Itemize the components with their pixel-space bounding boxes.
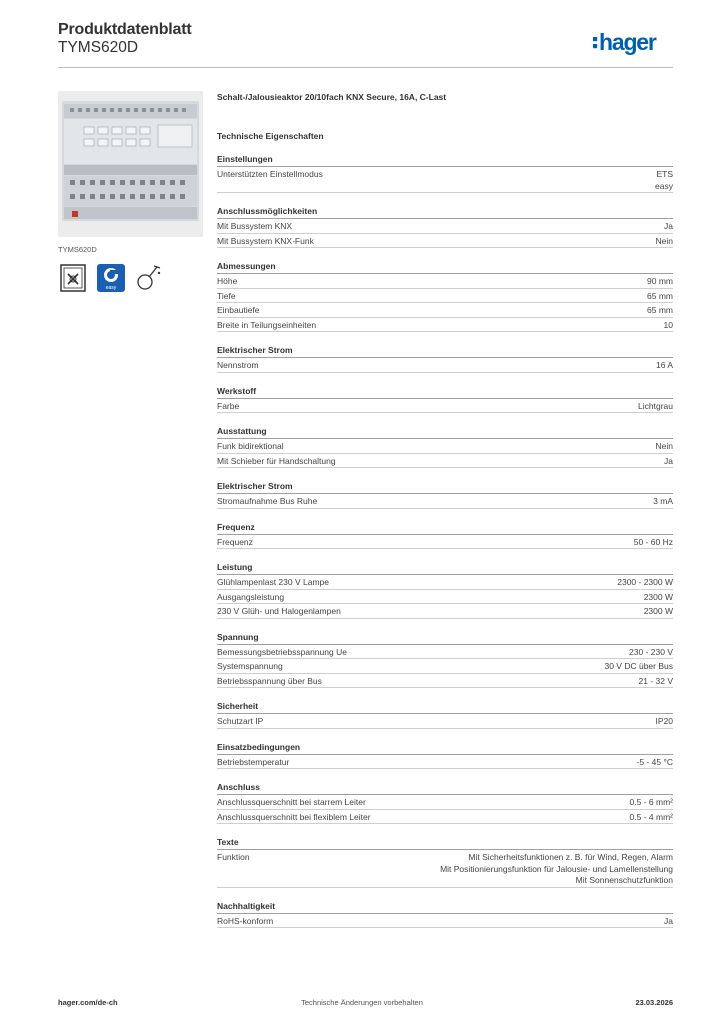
property-label: Anschlussquerschnitt bei flexiblem Leiter bbox=[217, 811, 371, 822]
svg-text:easy: easy bbox=[105, 285, 117, 291]
property-value bbox=[440, 852, 673, 887]
property-label: Glühlampenlast 230 V Lampe bbox=[217, 577, 329, 587]
property-value bbox=[655, 169, 673, 192]
property-value bbox=[638, 401, 673, 413]
property-row bbox=[217, 494, 673, 509]
property-value-line: Ja bbox=[664, 915, 673, 926]
footer-website-link[interactable]: hager.com/de-ch bbox=[58, 998, 118, 1007]
property-value-line: IP20 bbox=[655, 716, 673, 726]
property-row bbox=[217, 914, 673, 929]
property-value-line: 16 A bbox=[655, 360, 673, 370]
property-label: Betriebsspannung über Bus bbox=[217, 675, 322, 686]
property-row bbox=[217, 645, 673, 660]
property-group bbox=[217, 154, 673, 193]
header-divider bbox=[58, 67, 673, 68]
property-value-line: 10 bbox=[663, 319, 673, 330]
property-label: Breite in Teilungseinheiten bbox=[217, 319, 317, 330]
property-value bbox=[634, 537, 673, 549]
svg-text:hager: hager bbox=[599, 29, 656, 55]
group-title: Anschluss bbox=[217, 782, 673, 795]
property-label: Nennstrom bbox=[217, 360, 259, 370]
product-code: TYMS620D bbox=[58, 39, 139, 56]
section-title: Technische Eigenschaften bbox=[217, 131, 324, 141]
property-label: Schutzart IP bbox=[217, 716, 264, 726]
technical-properties bbox=[217, 91, 673, 941]
property-value bbox=[656, 360, 673, 372]
property-value-line: Mit Sonnenschutzfunktion bbox=[575, 875, 673, 885]
bell-switch-icon bbox=[134, 263, 164, 293]
group-title: Texte bbox=[217, 837, 673, 850]
property-value bbox=[656, 441, 673, 453]
property-value bbox=[656, 716, 674, 728]
property-label: 230 V Glüh- und Halogenlampen bbox=[217, 606, 341, 616]
property-label: Bemessungsbetriebsspannung Ue bbox=[217, 646, 347, 657]
property-value bbox=[664, 320, 673, 332]
property-value-line: Nein bbox=[655, 441, 673, 451]
page-title: Produktdatenblatt bbox=[58, 21, 192, 38]
property-label: Tiefe bbox=[217, 290, 236, 301]
property-row bbox=[217, 358, 673, 373]
property-row bbox=[217, 318, 673, 333]
property-row bbox=[217, 659, 673, 674]
property-value-line: 2300 W bbox=[643, 606, 673, 616]
hager-logo bbox=[593, 28, 673, 58]
property-label: Mit Bussystem KNX bbox=[217, 221, 293, 231]
property-value-line: 65 mm bbox=[647, 290, 673, 301]
property-row bbox=[217, 234, 673, 249]
property-value-line: Nein bbox=[655, 235, 673, 246]
property-group bbox=[217, 522, 673, 550]
footer-disclaimer: Technische Änderungen vorbehalten bbox=[301, 998, 423, 1007]
property-label: Einbautiefe bbox=[217, 305, 260, 315]
property-row bbox=[217, 167, 673, 193]
property-value-line: Mit Positionierungsfunktion für Jalousie- und Lamellenstellung bbox=[440, 863, 673, 874]
property-value bbox=[639, 676, 674, 688]
property-group bbox=[217, 261, 673, 332]
property-value-line: 2300 W bbox=[643, 591, 673, 602]
property-value bbox=[644, 592, 673, 604]
property-row bbox=[217, 289, 673, 304]
property-row bbox=[217, 399, 673, 414]
group-title: Abmessungen bbox=[217, 261, 673, 274]
property-value-line: 90 mm bbox=[647, 276, 673, 286]
property-label: Mit Bussystem KNX-Funk bbox=[217, 235, 314, 246]
property-label: Farbe bbox=[217, 400, 240, 411]
property-value-line: Ja bbox=[664, 221, 673, 231]
property-group bbox=[217, 426, 673, 468]
group-title: Frequenz bbox=[217, 522, 673, 535]
group-title: Werkstoff bbox=[217, 386, 673, 399]
group-title: Elektrischer Strom bbox=[217, 345, 673, 358]
property-row bbox=[217, 674, 673, 689]
group-title: Anschlussmöglichkeiten bbox=[217, 206, 673, 219]
property-value bbox=[664, 916, 673, 928]
property-label: Anschlussquerschnitt bei starrem Leiter bbox=[217, 797, 366, 807]
property-value bbox=[630, 812, 673, 824]
property-group bbox=[217, 481, 673, 509]
property-label: RoHS-konform bbox=[217, 915, 274, 926]
property-row bbox=[217, 755, 673, 770]
group-title: Elektrischer Strom bbox=[217, 481, 673, 494]
footer-date: 23.03.2026 bbox=[635, 998, 673, 1007]
property-group bbox=[217, 562, 673, 619]
group-title: Nachhaltigkeit bbox=[217, 901, 673, 914]
property-value-line: Lichtgrau bbox=[638, 400, 673, 411]
property-value bbox=[647, 305, 673, 317]
group-title: Sicherheit bbox=[217, 701, 673, 714]
group-title: Spannung bbox=[217, 632, 673, 645]
property-value bbox=[630, 797, 673, 809]
property-value-line: 65 mm bbox=[647, 305, 673, 315]
property-label: Stromaufnahme Bus Ruhe bbox=[217, 496, 318, 506]
property-value-line: ETS bbox=[656, 169, 673, 179]
group-title: Ausstattung bbox=[217, 426, 673, 439]
property-value bbox=[629, 647, 673, 659]
property-row bbox=[217, 714, 673, 729]
property-label: Ausgangsleistung bbox=[217, 591, 285, 602]
property-value-line: -5 - 45 °C bbox=[636, 756, 673, 767]
property-row bbox=[217, 604, 673, 619]
property-value-line: Mit Sicherheitsfunktionen z. B. für Wind, Regen, Alarm bbox=[468, 852, 673, 862]
product-image-caption: TYMS620D bbox=[58, 245, 97, 254]
energy-label-icon bbox=[96, 263, 126, 293]
property-group bbox=[217, 345, 673, 373]
group-title: Einsatzbedingungen bbox=[217, 742, 673, 755]
property-label: Betriebstemperatur bbox=[217, 756, 290, 767]
property-value bbox=[604, 661, 673, 673]
group-title: Leistung bbox=[217, 562, 673, 575]
product-name: Schalt-/Jalousieaktor 20/10fach KNX Secure, 16A, C-Last bbox=[217, 92, 447, 102]
property-row bbox=[217, 590, 673, 605]
property-groups bbox=[217, 154, 673, 928]
property-group bbox=[217, 901, 673, 929]
property-row bbox=[217, 274, 673, 289]
property-value-line: 21 - 32 V bbox=[638, 675, 673, 686]
certification-icons bbox=[58, 263, 164, 295]
property-value-line: 50 - 60 Hz bbox=[633, 536, 673, 547]
group-title: Einstellungen bbox=[217, 154, 673, 167]
property-row bbox=[217, 575, 673, 590]
property-row bbox=[217, 303, 673, 318]
property-value bbox=[664, 456, 673, 468]
property-row bbox=[217, 439, 673, 454]
property-group bbox=[217, 386, 673, 414]
property-value bbox=[664, 221, 673, 233]
property-group bbox=[217, 701, 673, 729]
property-label: Mit Schieber für Handschaltung bbox=[217, 455, 336, 466]
property-value-line: Ja bbox=[664, 455, 673, 466]
property-label: Höhe bbox=[217, 276, 238, 286]
property-group bbox=[217, 206, 673, 248]
property-value bbox=[637, 757, 673, 769]
property-value bbox=[647, 276, 673, 288]
property-value bbox=[656, 236, 673, 248]
property-group bbox=[217, 782, 673, 824]
property-value-line: 30 V DC über Bus bbox=[604, 661, 673, 671]
property-row bbox=[217, 850, 673, 888]
property-group bbox=[217, 632, 673, 689]
property-group bbox=[217, 837, 673, 888]
property-value-line: 0.5 - 6 mm² bbox=[629, 797, 673, 807]
property-value bbox=[653, 496, 673, 508]
property-row bbox=[217, 795, 673, 810]
property-value-line: 3 mA bbox=[653, 496, 673, 506]
product-image bbox=[58, 91, 203, 237]
property-value-line: 230 - 230 V bbox=[629, 646, 673, 657]
property-row bbox=[217, 535, 673, 550]
property-value bbox=[647, 291, 673, 303]
property-row bbox=[217, 810, 673, 825]
property-value-line: 2300 - 2300 W bbox=[617, 577, 673, 587]
property-value bbox=[617, 577, 673, 589]
property-label: Funk bidirektional bbox=[217, 441, 284, 451]
property-row bbox=[217, 454, 673, 469]
property-value-line: easy bbox=[655, 180, 673, 191]
property-label: Funktion bbox=[217, 852, 250, 862]
property-label: Systemspannung bbox=[217, 661, 283, 671]
knx-icon bbox=[58, 263, 88, 293]
property-label: Unterstützten Einstellmodus bbox=[217, 169, 323, 179]
property-value bbox=[644, 606, 673, 618]
property-group bbox=[217, 742, 673, 770]
property-row bbox=[217, 219, 673, 234]
property-label: Frequenz bbox=[217, 536, 253, 547]
property-value-line: 0.5 - 4 mm² bbox=[629, 811, 673, 822]
